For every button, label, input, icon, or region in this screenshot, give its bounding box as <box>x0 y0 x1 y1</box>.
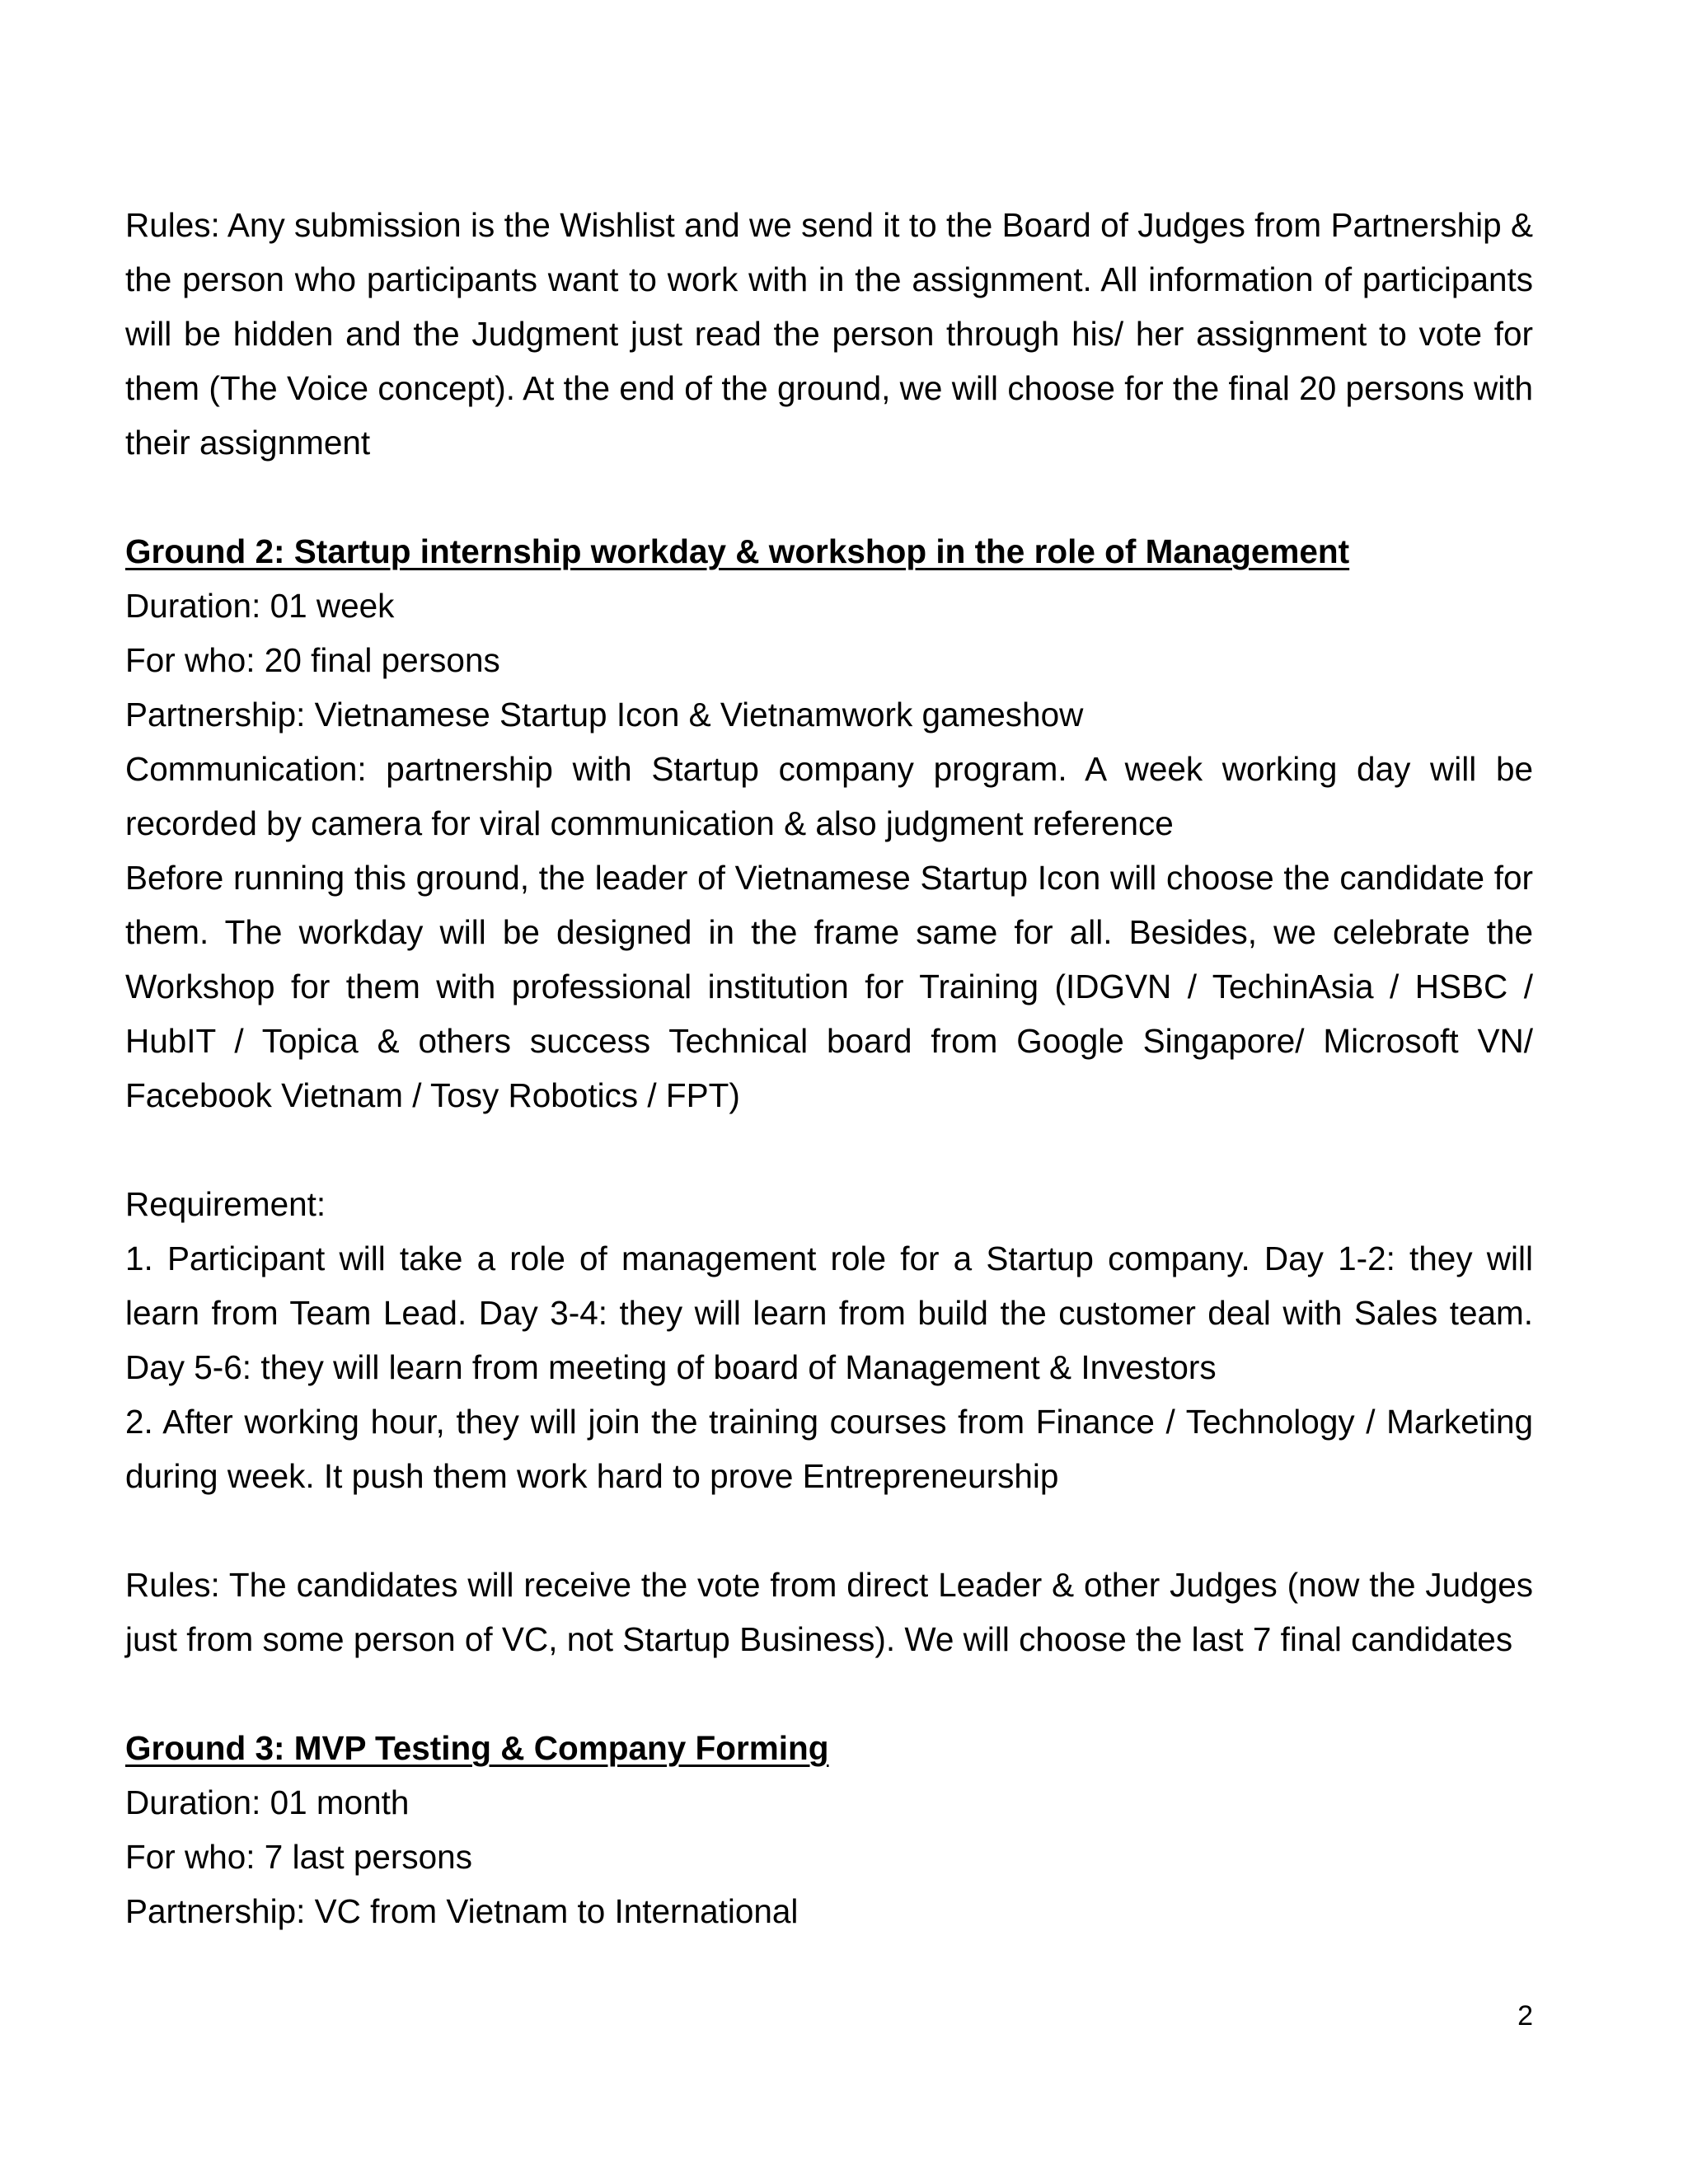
ground2-before-running: Before running this ground, the leader of Vietnamese Startup Icon will choose the candidate for them. The workday will be designed in the frame same for all. Besides, we celebrate the Workshop for them with professional institution for Training (IDGVN / TechinAsia / HSBC / HubIT / Topica & others success Technical board from Google Singapore/ Microsoft VN/ Facebook Vietnam / Tosy Robotics / FPT) <box>125 859 1533 1114</box>
rules-paragraph-ground1: Rules: Any submission is the Wishlist and we send it to the Board of Judges from Partnership & the person who participants want to work with in the assignment. All information of participants will be hidden and the Judgment just read the person through his/ her assignment to vote for them (The Voice concept). At the end of the ground, we will choose for the final 20 persons with their assignment <box>125 206 1533 462</box>
ground3-for-who: For who: 7 last persons <box>125 1838 472 1876</box>
paragraph-gap <box>125 1122 1533 1177</box>
paragraph-gap <box>125 1666 1533 1721</box>
ground2-partnership: Partnership: Vietnamese Startup Icon & Vietnamwork gameshow <box>125 696 1084 733</box>
ground2-for-who: For who: 20 final persons <box>125 641 500 679</box>
ground3-duration: Duration: 01 month <box>125 1783 410 1821</box>
paragraph-gap <box>125 1503 1533 1558</box>
ground2-requirement-1: 1. Participant will take a role of management role for a Startup company. Day 1-2: they will learn from Team Lead. Day 3-4: they will learn from build the customer deal with Sales team. Day 5-6: they will learn from meeting of board of Management & Investors <box>125 1240 1533 1386</box>
ground2-heading: Ground 2: Startup internship workday & workshop in the role of Management <box>125 532 1350 570</box>
paragraph-gap <box>125 470 1533 524</box>
ground2-communication: Communication: partnership with Startup company program. A week working day will be recorded by camera for viral communication & also judgment reference <box>125 750 1533 842</box>
ground2-rules: Rules: The candidates will receive the vote from direct Leader & other Judges (now the Judges just from some person of VC, not Startup Business). We will choose the last 7 final candidates <box>125 1566 1533 1658</box>
page-number: 2 <box>1517 2000 1533 2032</box>
ground2-duration: Duration: 01 week <box>125 587 395 625</box>
ground3-heading: Ground 3: MVP Testing & Company Forming <box>125 1729 829 1767</box>
ground2-requirement-2: 2. After working hour, they will join the training courses from Finance / Technology / Marketing during week. It push them work hard to prove Entrepreneurship <box>125 1403 1533 1495</box>
ground3-partnership: Partnership: VC from Vietnam to International <box>125 1892 799 1930</box>
ground2-requirement-label: Requirement: <box>125 1185 326 1223</box>
document-page <box>125 198 1533 1938</box>
